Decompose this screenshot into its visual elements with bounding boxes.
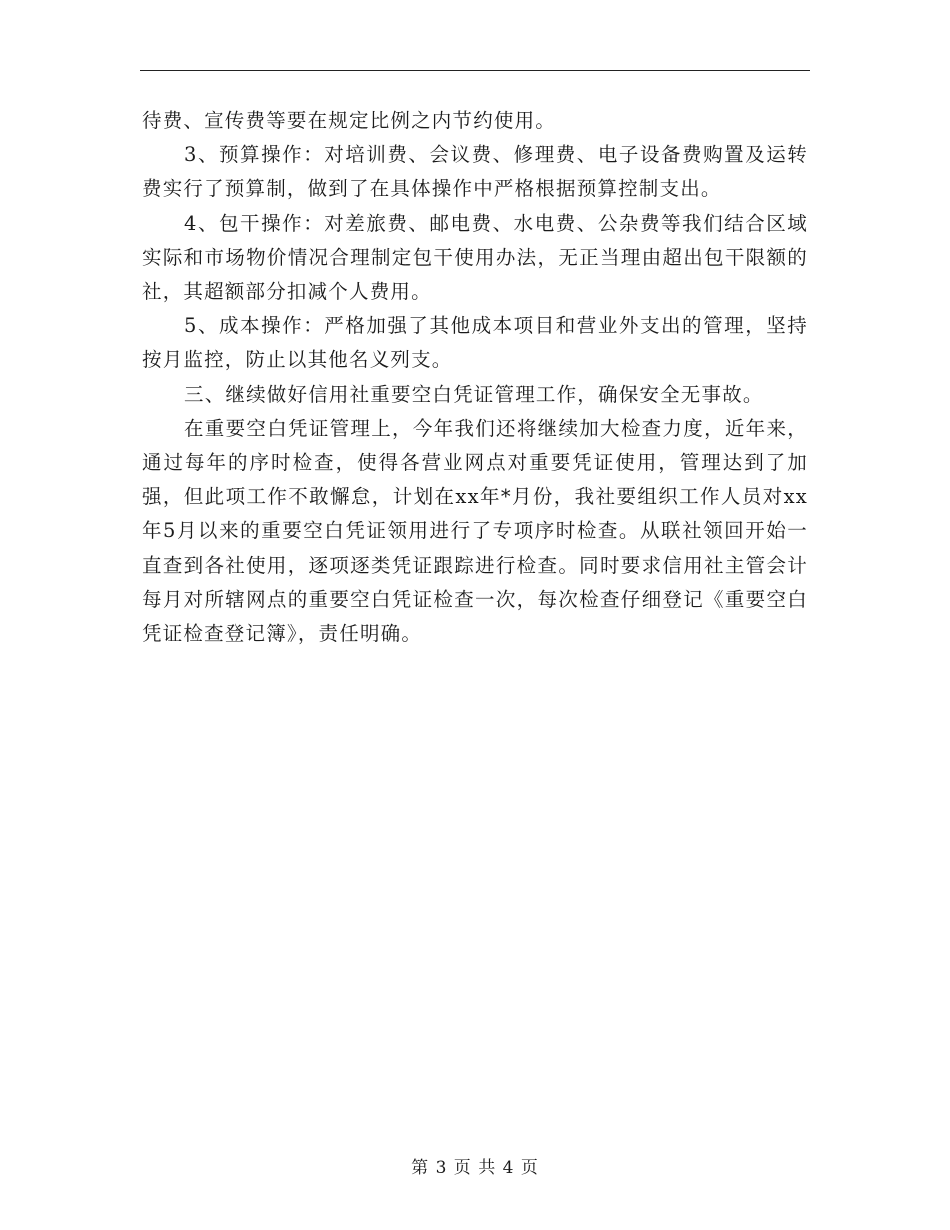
- paragraph-lump-sum: 4、包干操作：对差旅费、邮电费、水电费、公杂费等我们结合区域实际和市场物价情况合理制定包干使用办法，无正当理由超出包干限额的社，其超额部分扣减个人费用。: [142, 211, 808, 304]
- paragraph-continuation: 待费、宣传费等要在规定比例之内节约使用。: [142, 109, 557, 132]
- paragraph-budget: 3、预算操作：对培训费、会议费、修理费、电子设备费购置及运转费实行了预算制，做到了在具体操作中严格根据预算控制支出。: [142, 143, 808, 201]
- header-rule: [140, 70, 810, 71]
- paragraph-cost: 5、成本操作：严格加强了其他成本项目和营业外支出的管理，坚持按月监控，防止以其他名义列支。: [142, 314, 808, 372]
- document-body: [142, 104, 808, 651]
- paragraph-voucher-management: 在重要空白凭证管理上，今年我们还将继续加大检查力度，近年来，通过每年的序时检查，使得各营业网点对重要凭证使用，管理达到了加强，但此项工作不敢懈怠，计划在xx年*月份，我社要组织工作人员对xx年5月以来的重要空白凭证领用进行了专项序时检查。从联社领回开始一直查到各社使用，逐项逐类凭证跟踪进行检查。同时要求信用社主管会计每月对所辖网点的重要空白凭证检查一次，每次检查仔细登记《重要空白凭证检查登记簿》，责任明确。: [142, 416, 808, 646]
- section-heading: 三、继续做好信用社重要空白凭证管理工作，确保安全无事故。: [184, 382, 764, 406]
- page-number: 第 3 页 共 4 页: [411, 1158, 539, 1178]
